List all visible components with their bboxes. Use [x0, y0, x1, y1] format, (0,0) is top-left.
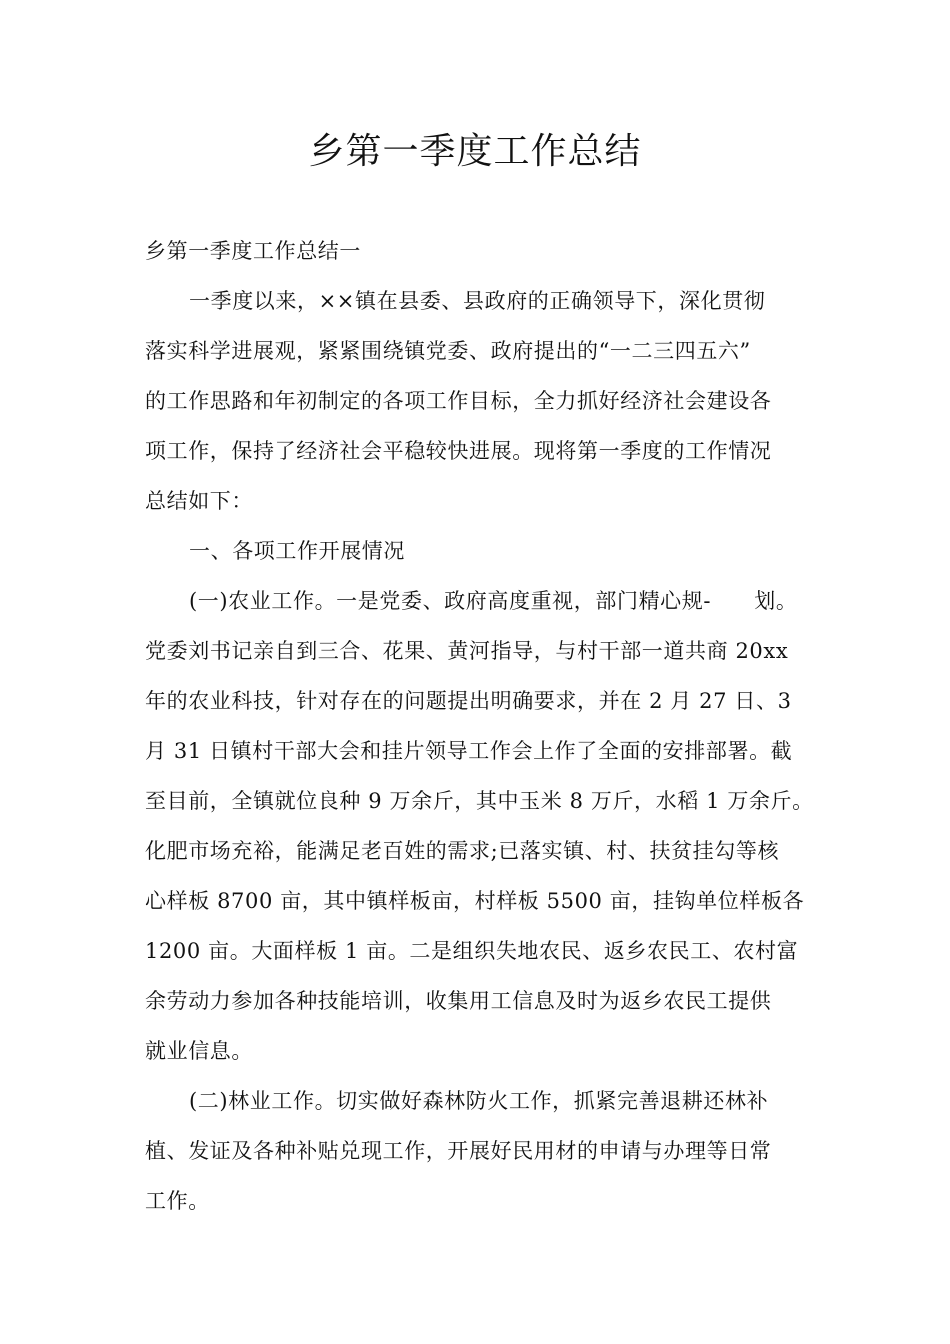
text-line: 年的农业科技，针对存在的问题提出明确要求，并在 2 月 27 日、3	[145, 689, 792, 713]
text-line: 党委刘书记亲自到三合、花果、黄河指导，与村干部一道共商 20xx	[145, 639, 789, 663]
document-title: 乡第一季度工作总结	[308, 131, 642, 172]
text-line: 植、发证及各种补贴兑现工作，开展好民用材的申请与办理等日常	[145, 1139, 772, 1163]
text-line: 心样板 8700 亩，其中镇样板亩，村样板 5500 亩，挂钩单位样板各	[145, 889, 805, 913]
text-line: 至目前，全镇就位良种 9 万余斤，其中玉米 8 万斤，水稻 1 万余斤。	[145, 789, 814, 813]
text-line: 月 31 日镇村干部大会和挂片领导工作会上作了全面的安排部署。截	[145, 739, 793, 763]
text-line: 乡第一季度工作总结一	[145, 239, 361, 263]
text-line: 工作。	[145, 1189, 210, 1213]
text-line: (二)林业工作。切实做好森林防火工作，抓紧完善退耕还林补	[189, 1089, 769, 1113]
text-line: 项工作，保持了经济社会平稳较快进展。现将第一季度的工作情况	[145, 439, 772, 463]
document-body	[145, 226, 814, 1226]
text-line: 化肥市场充裕，能满足老百姓的需求;已落实镇、村、扶贫挂勾等核	[145, 839, 780, 863]
text-line: 总结如下：	[145, 489, 253, 513]
text-line: 就业信息。	[145, 1039, 253, 1063]
text-line: 1200 亩。大面样板 1 亩。二是组织失地农民、返乡农民工、农村富	[145, 939, 799, 963]
text-line: 一、各项工作开展情况	[189, 539, 405, 563]
text-line: 余劳动力参加各种技能培训，收集用工信息及时为返乡农民工提供	[145, 989, 772, 1013]
text-line: 落实科学进展观，紧紧围绕镇党委、政府提出的“一二三四五六”	[145, 339, 751, 363]
text-line: 的工作思路和年初制定的各项工作目标，全力抓好经济社会建设各	[145, 389, 772, 413]
text-line: (一)农业工作。一是党委、政府高度重视，部门精心规- 划。	[189, 589, 798, 613]
text-line: 一季度以来，××镇在县委、县政府的正确领导下，深化贯彻	[189, 289, 766, 313]
